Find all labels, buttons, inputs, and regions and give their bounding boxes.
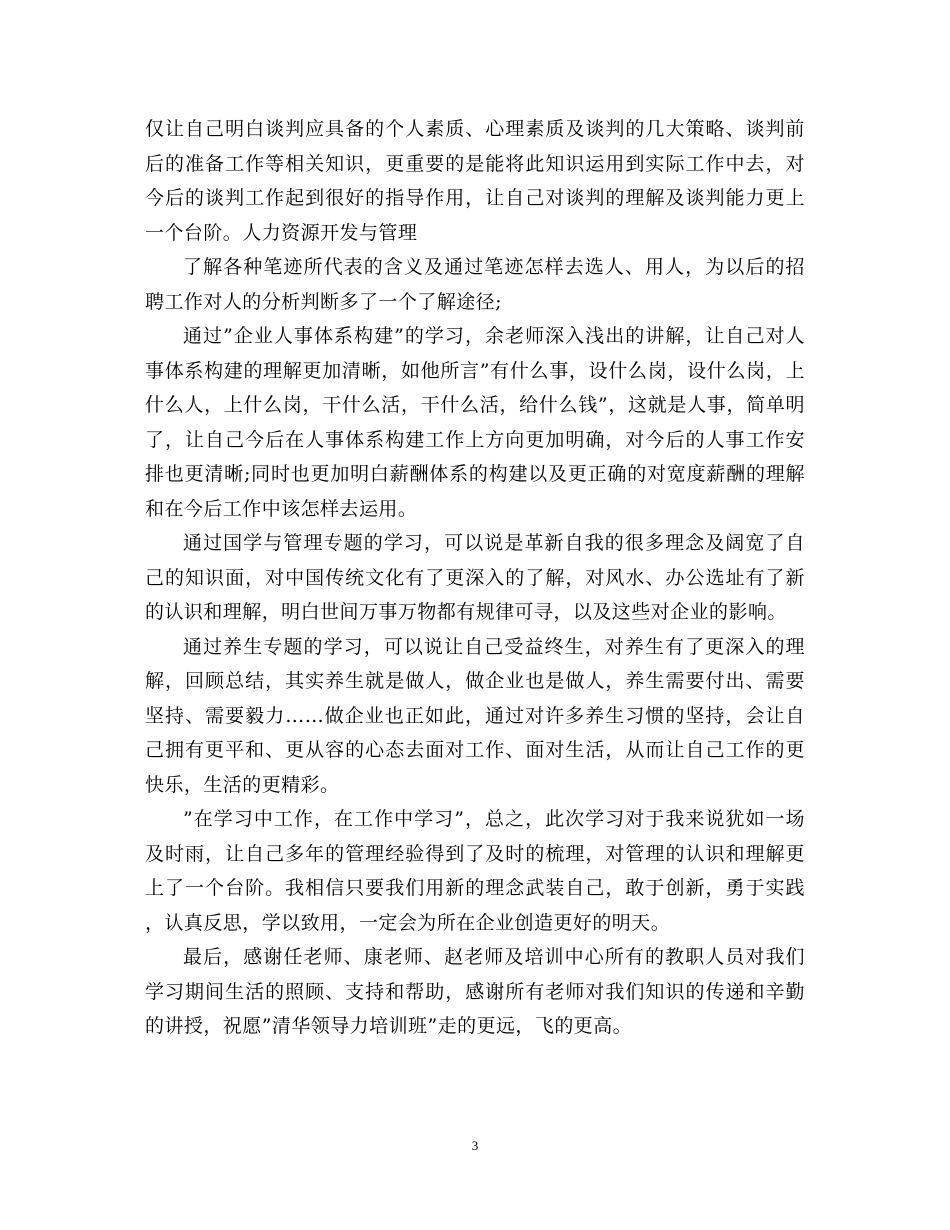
paragraph-4: 通过国学与管理专题的学习，可以说是革新自我的很多理念及阔宽了自己的知识面，对中国传统文化有了更深入的了解，对风水、办公选址有了新的认识和理解，明白世间万事万物都有规律可寻，以及这些对企业的影响。 (145, 532, 805, 623)
document-body (145, 112, 805, 1044)
paragraph-5: 通过养生专题的学习，可以说让自己受益终生，对养生有了更深入的理解，回顾总结，其实养生就是做人，做企业也是做人，养生需要付出、需要坚持、需要毅力……做企业也正如此，通过对许多养生习惯的坚持，会让自己拥有更平和、更从容的心态去面对工作、面对生活，从而让自己工作的更快乐，生活的更精彩。 (145, 635, 805, 796)
paragraph-3: 通过”企业人事体系构建”的学习，余老师深入浅出的讲解，让自己对人事体系构建的理解更加清晰，如他所言”有什么事，设什么岗，设什么岗，上什么人，上什么岗，干什么活，干什么活，给什么钱”，这就是人事，简单明了，让自己今后在人事体系构建工作上方向更加明确，对今后的人事工作安排也更清晰;同时也更加明白薪酬体系的构建以及更正确的对宽度薪酬的理解和在今后工作中该怎样去运用。 (145, 325, 805, 520)
paragraph-1: 仅让自己明白谈判应具备的个人素质、心理素质及谈判的几大策略、谈判前后的准备工作等相关知识，更重要的是能将此知识运用到实际工作中去，对今后的谈判工作起到很好的指导作用，让自己对谈判的理解及谈判能力更上一个台阶。人力资源开发与管理 (145, 118, 805, 244)
page-number: 3 (471, 1138, 479, 1153)
paragraph-6: ”在学习中工作，在工作中学习”，总之，此次学习对于我来说犹如一场及时雨，让自己多年的管理经验得到了及时的梳理，对管理的认识和理解更上了一个台阶。我相信只要我们用新的理念武装自己，敢于创新，勇于实践，认真反思，学以致用，一定会为所在企业创造更好的明天。 (145, 808, 805, 934)
paragraph-2: 了解各种笔迹所代表的含义及通过笔迹怎样去选人、用人，为以后的招聘工作对人的分析判断多了一个了解途径; (145, 256, 805, 313)
paragraph-7: 最后，感谢任老师、康老师、赵老师及培训中心所有的教职人员对我们学习期间生活的照顾、支持和帮助，感谢所有老师对我们知识的传递和辛勤的讲授，祝愿”清华领导力培训班”走的更远，飞的更高。 (145, 946, 805, 1037)
